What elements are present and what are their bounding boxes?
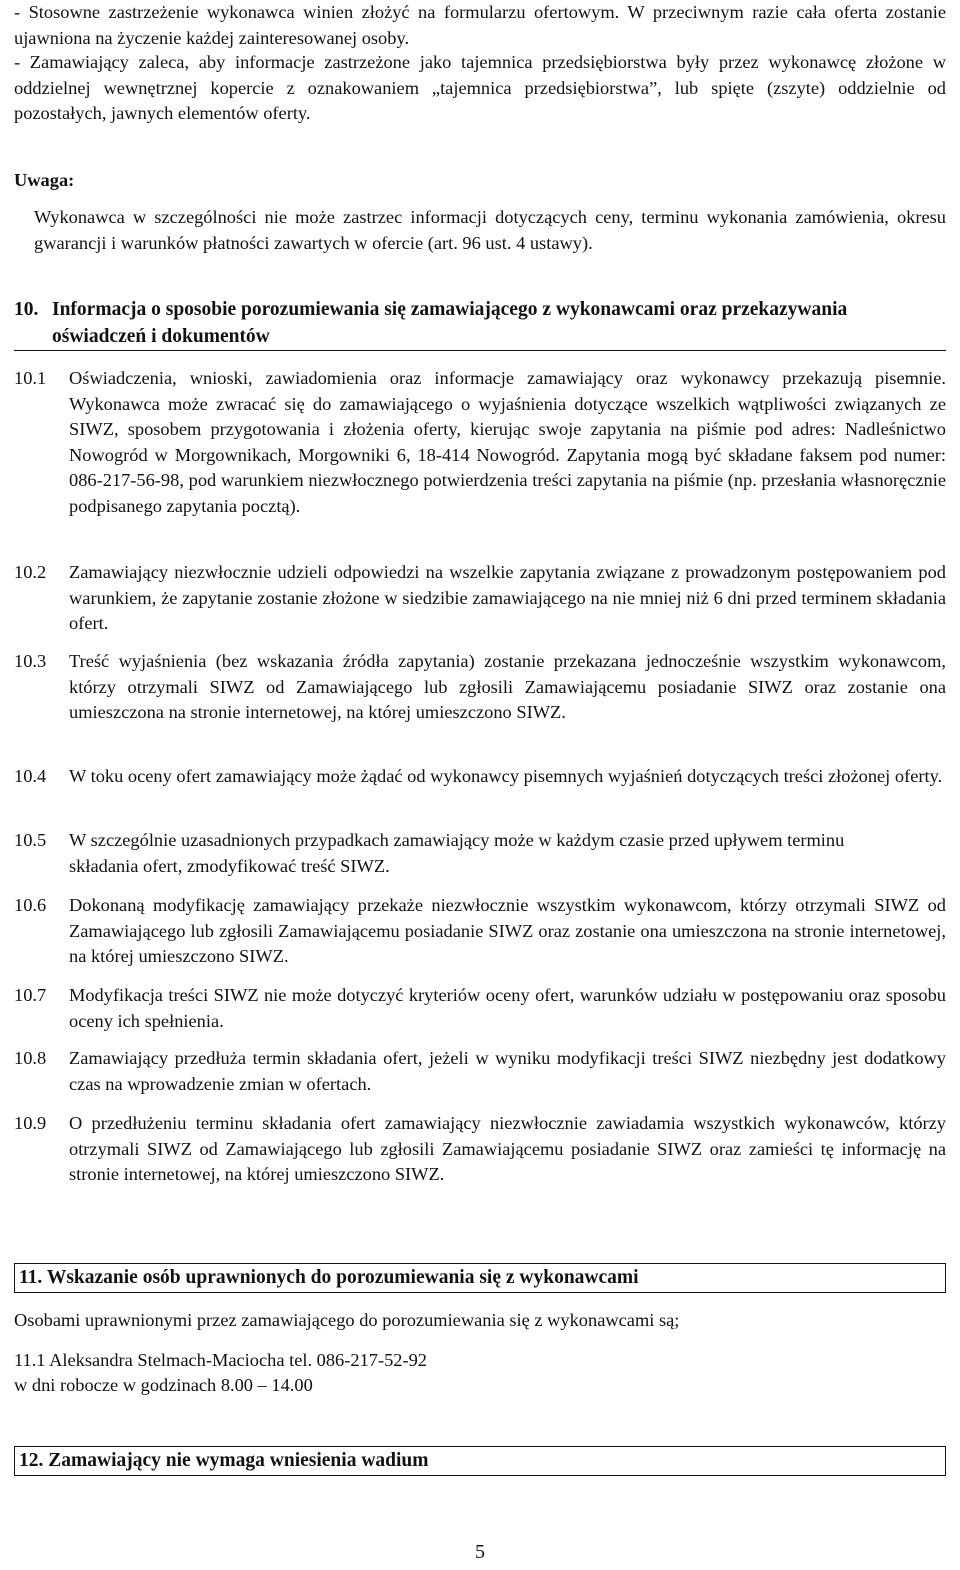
section-11-contact: 11.1 Aleksandra Stelmach-Maciocha tel. 086-217-52-92 <box>14 1350 427 1370</box>
section-10-title: Informacja o sposobie porozumiewania się zamawiającego z wykonawcami oraz przekazywania oświadczeń i dokumentów <box>52 299 848 347</box>
item-10-9: 10.9 O przedłużeniu terminu składania ofert zamawiający niezwłocznie zawiadamia wszystkich wykonawców, którzy otrzymali SIWZ od Zamawiającego lub zgłosili Zamawiającemu posiadanie SIWZ oraz zamieści tę informację na stronie internetowej, na której umieszczono SIWZ. <box>14 1113 946 1184</box>
section-10-heading <box>14 296 946 351</box>
item-10-6: 10.6 Dokonaną modyfikację zamawiający przekaże niezwłocznie wszystkim wykonawcom, którzy otrzymali SIWZ od Zamawiającego lub zgłosili Zamawiającemu posiadanie SIWZ oraz zostanie ona umieszczona na stronie internetowej, na której umieszczono SIWZ. <box>14 895 946 966</box>
section-11-hours: w dni robocze w godzinach 8.00 – 14.00 <box>14 1375 313 1395</box>
uwaga-label: Uwaga: <box>14 170 75 190</box>
uwaga-text: Wykonawca w szczególności nie może zastrzec informacji dotyczących ceny, terminu wykonania zamówienia, okresu gwarancji i warunków płatności zawartych w ofercie (art. 96 ust. 4 ustawy). <box>34 207 946 253</box>
page-number: 5 <box>475 1541 485 1563</box>
item-10-5: 10.5 W szczególnie uzasadnionych przypadkach zamawiający może w każdym czasie przed upływem terminu składania ofert, zmodyfikować treść SIWZ. <box>14 830 845 876</box>
item-10-4: 10.4 W toku oceny ofert zamawiający może żądać od wykonawcy pisemnych wyjaśnień dotyczących treści złożonej oferty. <box>14 766 943 786</box>
item-10-3: 10.3 Treść wyjaśnienia (bez wskazania źródła zapytania) zostanie przekazana jednocześnie wszystkim wykonawcom, którzy otrzymali SIWZ od Zamawiającego lub zgłosili Zamawiającemu posiadanie SIWZ oraz zostanie ona umieszczona na stronie internetowej, na której umieszczono SIWZ. <box>14 651 946 722</box>
intro-paragraph-1: - Stosowne zastrzeżenie wykonawca winien złożyć na formularzu ofertowym. W przeciwnym razie cała oferta zostanie ujawniona na życzenie każdej zainteresowanej osoby. <box>14 2 946 48</box>
section-12-heading: 12. Zamawiający nie wymaga wniesienia wadium <box>14 1446 946 1476</box>
section-11-intro: Osobami uprawnionymi przez zamawiającego do porozumiewania się z wykonawcami są; <box>14 1310 680 1330</box>
intro-paragraph-2: - Zamawiający zaleca, aby informacje zastrzeżone jako tajemnica przedsiębiorstwa były przez wykonawcę złożone w oddzielnej wewnętrznej kopercie z oznakowaniem „tajemnica przedsiębiorstwa”, lub spięte (zszyte) oddzielnie od pozostałych, jawnych elementów oferty. <box>14 52 946 123</box>
item-10-1: 10.1 Oświadczenia, wnioski, zawiadomienia oraz informacje zamawiający oraz wykonawcy przekazują pisemnie. Wykonawca może zwracać się do zamawiającego o wyjaśnienia dotyczące wszelkich wątpliwości związanych ze SIWZ, sposobem przygotowania i złożenia oferty, kierując swoje zapytania na piśmie pod adres: Nadleśnictwo Nowogród w Morgownikach, Morgowniki 6, 18-414 Nowogród. Zapytania mogą być składane faksem pod numer: 086-217-56-98, pod warunkiem niezwłocznego potwierdzenia treści zapytania na piśmie (np. przesłania własnoręcznie podpisanego zapytania pocztą). <box>14 368 946 516</box>
section-11-heading: 11. Wskazanie osób uprawnionych do porozumiewania się z wykonawcami <box>14 1263 946 1293</box>
section-10-number: 10. <box>14 299 39 320</box>
item-10-8: 10.8 Zamawiający przedłuża termin składania ofert, jeżeli w wyniku modyfikacji treści SIWZ niezbędny jest dodatkowy czas na wprowadzenie zmian w ofertach. <box>14 1048 946 1094</box>
item-10-2: 10.2 Zamawiający niezwłocznie udzieli odpowiedzi na wszelkie zapytania związane z prowadzonym postępowaniem pod warunkiem, że zapytanie zostanie złożone w siedzibie zamawiającego na nie mniej niż 6 dni przed terminem składania ofert. <box>14 562 946 633</box>
item-10-7: 10.7 Modyfikacja treści SIWZ nie może dotyczyć kryteriów oceny ofert, warunków udziału w postępowaniu oraz sposobu oceny ich spełnienia. <box>14 985 946 1031</box>
